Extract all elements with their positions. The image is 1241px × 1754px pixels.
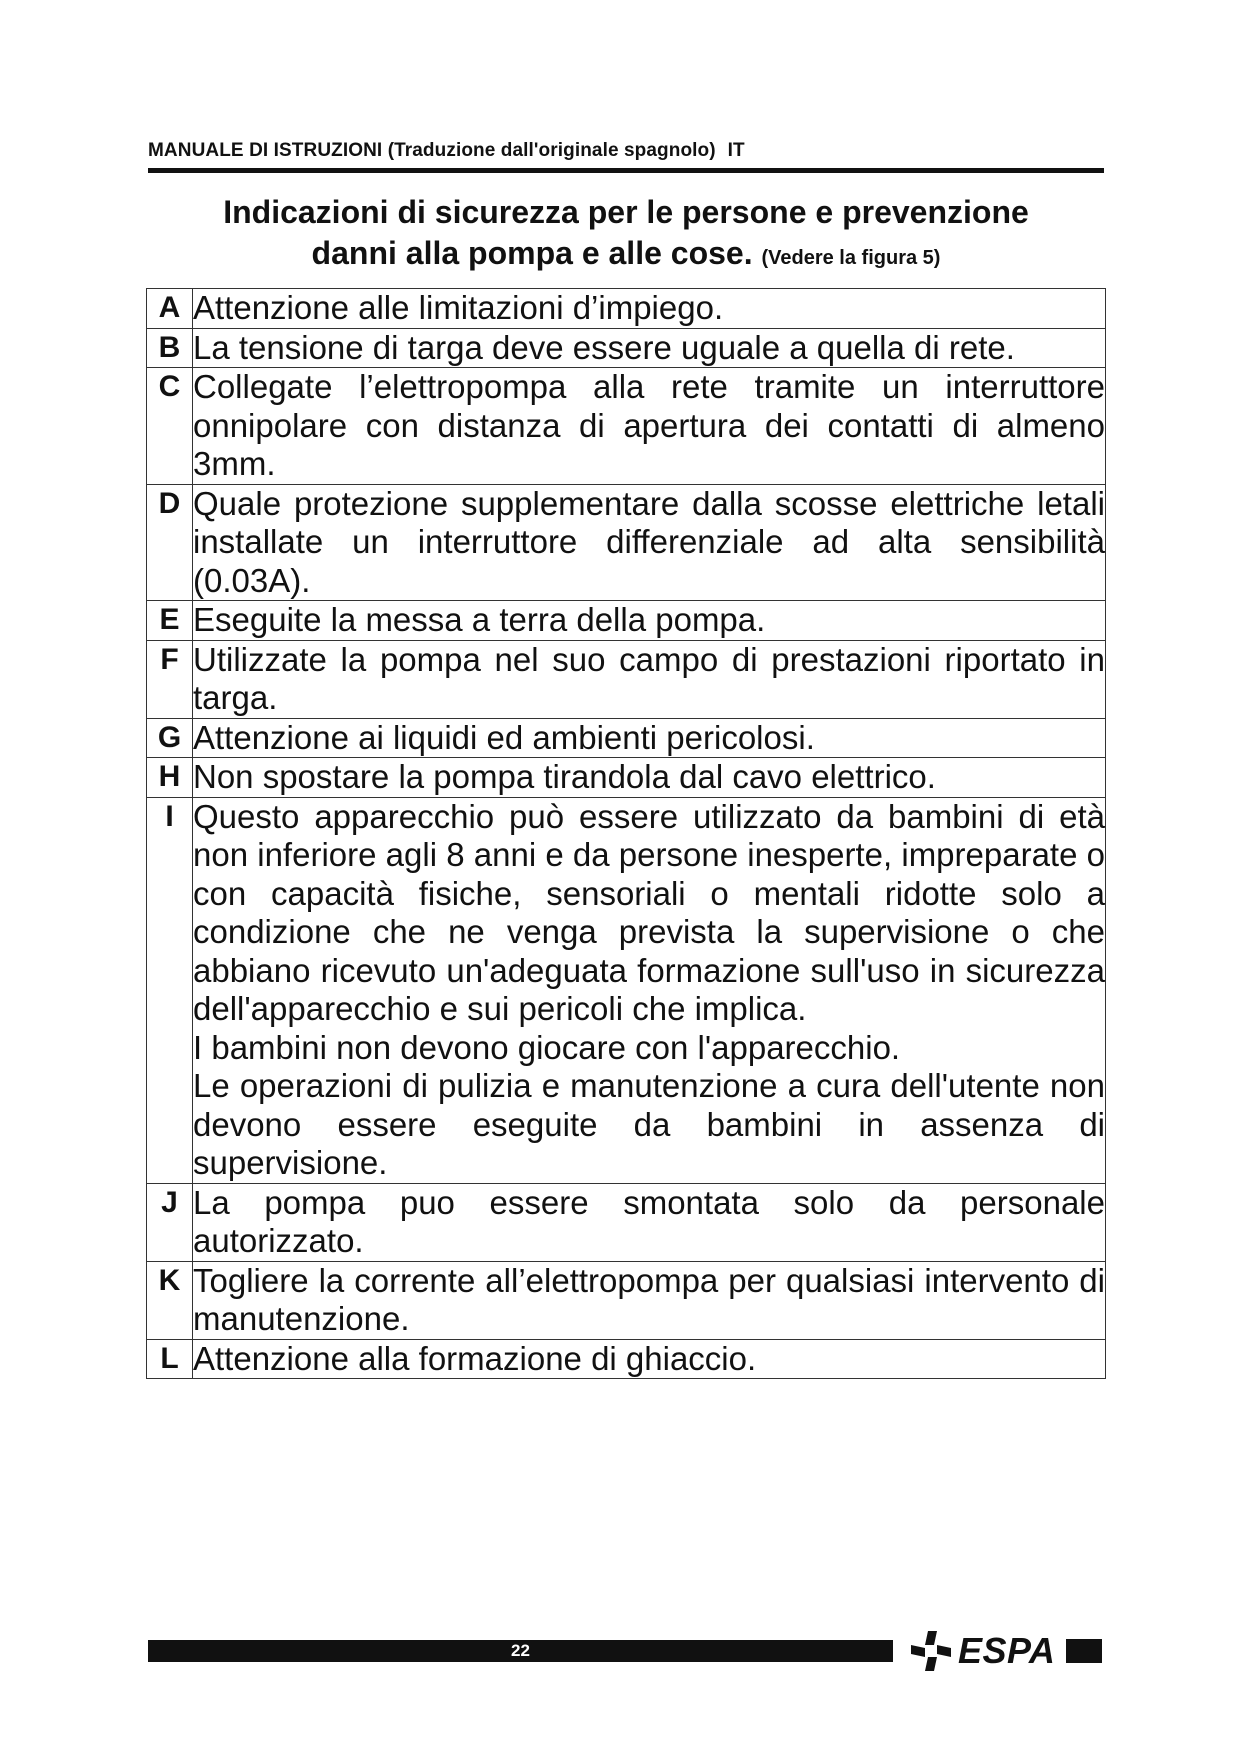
rule-text xyxy=(193,640,1106,718)
rule-row xyxy=(147,718,1106,758)
rule-paragraph: Utilizzate la pompa nel suo campo di prestazioni riportato in targa. xyxy=(193,640,1105,716)
rule-paragraph: Non spostare la pompa tirandola dal cavo elettrico. xyxy=(193,758,936,795)
rule-letter: L xyxy=(147,1339,193,1379)
page-number: 22 xyxy=(511,1641,530,1660)
document-header xyxy=(148,140,1104,162)
rule-paragraph: Le operazioni di pulizia e manutenzione a cura dell'utente non devono essere eseguite da bambini in assenza di supervisione. xyxy=(193,1067,1105,1181)
rule-text xyxy=(193,368,1106,485)
rule-paragraph: Attenzione alle limitazioni d’impiego. xyxy=(193,289,724,326)
rule-paragraph: La pompa puo essere smontata solo da personale autorizzato. xyxy=(193,1183,1105,1259)
brand-name: ESPA xyxy=(958,1630,1056,1671)
safety-rules-body xyxy=(147,289,1106,1379)
rule-letter: F xyxy=(147,640,193,718)
rule-row xyxy=(147,797,1106,1183)
rule-letter: I xyxy=(147,797,193,1183)
rule-text xyxy=(193,1261,1106,1339)
rule-row xyxy=(147,289,1106,329)
rule-row xyxy=(147,640,1106,718)
rule-letter: K xyxy=(147,1261,193,1339)
rule-paragraph: Attenzione ai liquidi ed ambienti pericolosi. xyxy=(193,718,815,756)
header-rule xyxy=(148,168,1104,173)
rule-row xyxy=(147,1339,1106,1379)
rule-letter: C xyxy=(147,368,193,485)
rule-text xyxy=(193,797,1106,1183)
figure-reference: (Vedere la figura 5) xyxy=(761,247,941,269)
espa-logo xyxy=(908,1626,1055,1676)
espa-logo-icon xyxy=(908,1628,954,1674)
rule-letter: A xyxy=(147,289,193,329)
header-title: MANUALE DI ISTRUZIONI (Traduzione dall'originale spagnolo) xyxy=(148,140,716,161)
section-title xyxy=(148,192,1104,279)
rule-text xyxy=(193,484,1106,601)
section-title-line1: Indicazioni di sicurezza per le persone e prevenzione xyxy=(223,194,1029,230)
rule-row xyxy=(147,484,1106,601)
rule-letter: J xyxy=(147,1183,193,1261)
rule-row xyxy=(147,1261,1106,1339)
rule-text xyxy=(193,758,1106,798)
section-title-main: danni alla pompa e alle cose. xyxy=(311,235,753,271)
footer-square xyxy=(1066,1639,1102,1663)
rule-row xyxy=(147,368,1106,485)
rule-paragraph: Quale protezione supplementare dalla scosse elettriche letali installate un interruttore differenziale ad alta sensibilità (0.03A). xyxy=(193,484,1105,599)
rule-paragraph: Attenzione alla formazione di ghiaccio. xyxy=(193,1339,757,1377)
rule-row xyxy=(147,601,1106,641)
rule-paragraph: La tensione di targa deve essere uguale a quella di rete. xyxy=(193,328,1015,366)
rule-text xyxy=(193,289,1106,329)
rule-text xyxy=(193,1183,1106,1261)
rule-text xyxy=(193,328,1106,368)
rule-row xyxy=(147,1183,1106,1261)
rule-letter: B xyxy=(147,328,193,368)
rule-paragraph: Collegate l’elettropompa alla rete tramite un interruttore onnipolare con distanza di apertura dei contatti di almeno 3mm. xyxy=(193,368,1105,482)
rule-text xyxy=(193,1339,1106,1379)
safety-rules-table xyxy=(146,288,1106,1379)
rule-letter: E xyxy=(147,601,193,641)
section-title-line2 xyxy=(148,233,1104,279)
rule-letter: D xyxy=(147,484,193,601)
rule-paragraph: Eseguite la messa a terra della pompa. xyxy=(193,601,766,638)
rule-row xyxy=(147,758,1106,798)
rule-row xyxy=(147,328,1106,368)
rule-letter: G xyxy=(147,718,193,758)
rule-text xyxy=(193,718,1106,758)
rule-text xyxy=(193,601,1106,641)
rule-paragraph: Questo apparecchio può essere utilizzato da bambini di età non inferiore agli 8 anni e da persone inesperte, impreparate o con capacità fisiche, sensoriali o mentali ridotte solo a condizione che ne venga prevista la supervisione o che abbiano ricevuto un'adeguata formazione sull'uso in sicurezza dell'apparecchio e sui pericoli che implica. xyxy=(193,797,1105,1027)
rule-paragraph: I bambini non devono giocare con l'apparecchio. xyxy=(193,1028,901,1066)
rule-letter: H xyxy=(147,758,193,798)
rule-paragraph: Togliere la corrente all’elettropompa per qualsiasi intervento di manutenzione. xyxy=(193,1261,1105,1337)
language-code: IT xyxy=(727,140,745,161)
